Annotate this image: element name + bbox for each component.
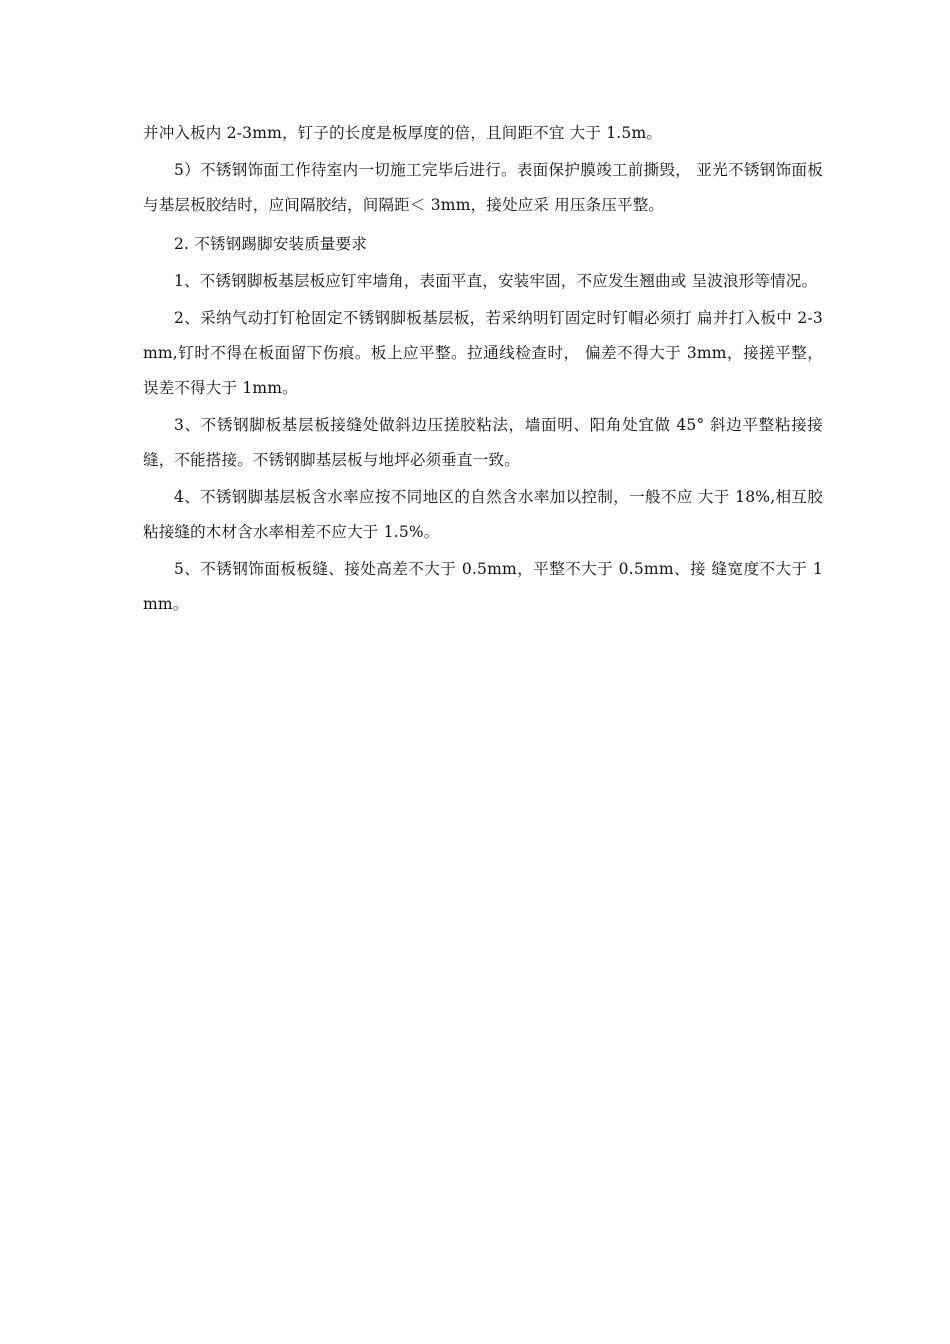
paragraph-requirement-5: 5、不锈钢饰面板板缝、接处高差不大于 0.5mm，平整不大于 0.5mm、接 缝宽度不大于 1mm。	[143, 560, 823, 613]
paragraph-requirement-4: 4、不锈钢脚基层板含水率应按不同地区的自然含水率加以控制，一般不应 大于 18%,相互胶粘接缝的木材含水率相差不应大于 1.5%。	[143, 488, 823, 541]
section-heading-skirting-requirements: 2. 不锈钢踢脚安装质量要求	[174, 235, 368, 253]
document-body	[143, 116, 823, 622]
paragraph-requirement-2: 2、采纳气动打钉枪固定不锈钢脚板基层板，若采纳明钉固定时钉帽必须打 扁并打入板中 2-3mm,钉时不得在板面留下伤痕。板上应平整。拉通线检查时， 偏差不得大于 3mm，接搓平整，误差不得大于 1mm。	[143, 309, 823, 397]
paragraph-continuation: 并冲入板内 2-3mm，钉子的长度是板厚度的倍，且间距不宜 大于 1.5m。	[143, 124, 663, 142]
paragraph-requirement-1: 1、不锈钢脚板基层板应钉牢墙角，表面平直，安装牢固，不应发生翘曲或 呈波浪形等情况。	[174, 272, 818, 290]
paragraph-item-5-finish: 5）不锈钢饰面工作待室内一切施工完毕后进行。表面保护膜竣工前撕毁， 亚光不锈钢饰面板与基层板胶结时，应间隔胶结，间隔距＜ 3mm，接处应采 用压条压平整。	[143, 161, 823, 214]
paragraph-requirement-3: 3、不锈钢脚板基层板接缝处做斜边压搓胶粘法，墙面明、阳角处宜做 45° 斜边平整粘接接缝，不能搭接。不锈钢脚基层板与地坪必须垂直一致。	[143, 416, 823, 469]
